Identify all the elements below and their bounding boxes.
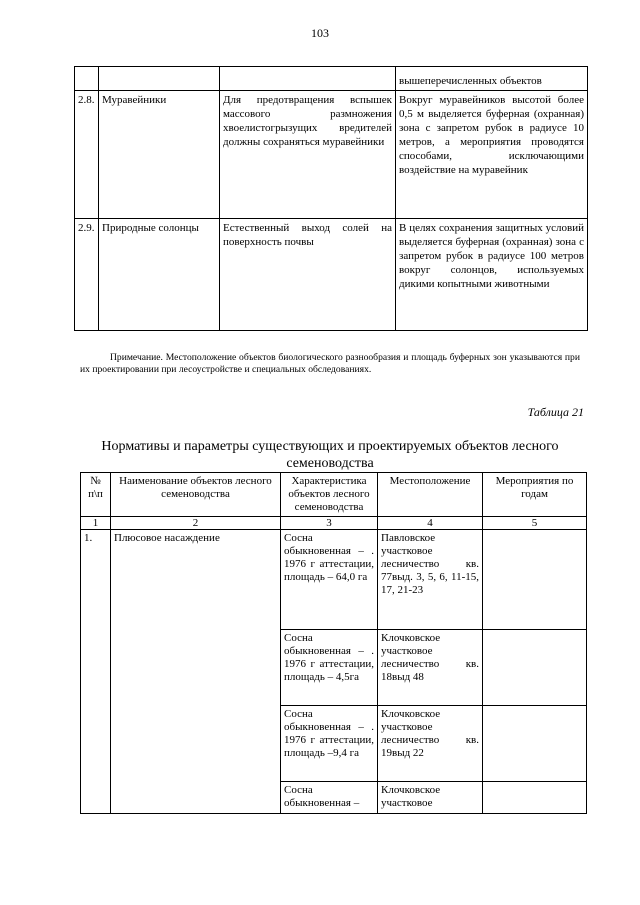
header-location: Местоположение (378, 473, 483, 517)
object-measures (483, 630, 587, 706)
object-location: Клочковское участковое лесничество кв. 19выд 22 (378, 706, 483, 782)
object-name: Плюсовое насаждение (111, 530, 281, 814)
object-purpose (220, 67, 396, 91)
table-note: Примечание. Местоположение объектов биологического разнообразия и площадь буферных зон указываются при их проектировании при лесоустройстве и специальных обследованиях. (80, 352, 580, 375)
object-measure: вышеперечисленных объектов (396, 67, 588, 91)
column-number: 3 (281, 517, 378, 530)
object-characteristic: Сосна обыкновенная – (281, 782, 378, 814)
object-characteristic: Сосна обыкновенная – . 1976 г аттестации, площадь – 4,5га (281, 630, 378, 706)
object-location: Клочковское участковое лесничество кв. 18выд 48 (378, 630, 483, 706)
object-characteristic: Сосна обыкновенная – . 1976 г аттестации, площадь –9,4 га (281, 706, 378, 782)
page-number: 103 (311, 26, 329, 40)
column-number: 2 (111, 517, 281, 530)
biodiversity-objects-table (74, 66, 588, 331)
header-measures: Мероприятия по годам (483, 473, 587, 517)
object-measure: В целях сохранения защитных условий выделяется буферная (охранная) зона с запретом рубок в радиусе 100 метров вокруг солонцов, используемых дикими копытными животными (396, 219, 588, 331)
table-row (75, 91, 588, 219)
object-name: Природные солонцы (99, 219, 220, 331)
table-row (75, 219, 588, 331)
object-name (99, 67, 220, 91)
object-purpose: Для предотвращения вспышек массового размножения хвоелистогрызущих вредителей должны сохраняться муравейники (220, 91, 396, 219)
table-row (81, 530, 587, 630)
table-title: Нормативы и параметры существующих и проектируемых объектов лесного семеноводства (101, 439, 559, 471)
row-number: 2.9. (75, 219, 99, 331)
column-number: 5 (483, 517, 587, 530)
row-number (75, 67, 99, 91)
object-location: Клочковское участковое (378, 782, 483, 814)
column-number: 1 (81, 517, 111, 530)
object-measure: Вокруг муравейников высотой более 0,5 м выделяется буферная (охранная) зона с запретом рубок в радиусе 10 метров, а мероприятия проводятся способами, исключающими воздействие на муравейник (396, 91, 588, 219)
object-name: Муравейники (99, 91, 220, 219)
header-num: № п\п (81, 473, 111, 517)
column-number-row (81, 517, 587, 530)
column-number: 4 (378, 517, 483, 530)
object-purpose: Естественный выход солей на поверхность почвы (220, 219, 396, 331)
row-number: 2.8. (75, 91, 99, 219)
seed-objects-table (80, 472, 587, 814)
header-name: Наименование объектов лесного семеноводства (111, 473, 281, 517)
table-label: Таблица 21 (527, 405, 584, 419)
row-number: 1. (81, 530, 111, 814)
table-row (75, 67, 588, 91)
object-measures (483, 706, 587, 782)
object-location: Павловское участковое лесничество кв. 77выд. 3, 5, 6, 11-15, 17, 21-23 (378, 530, 483, 630)
header-characteristic: Характеристика объектов лесного семеноводства (281, 473, 378, 517)
table-header-row (81, 473, 587, 517)
object-characteristic: Сосна обыкновенная – . 1976 г аттестации, площадь – 64,0 га (281, 530, 378, 630)
object-measures (483, 782, 587, 814)
object-measures (483, 530, 587, 630)
